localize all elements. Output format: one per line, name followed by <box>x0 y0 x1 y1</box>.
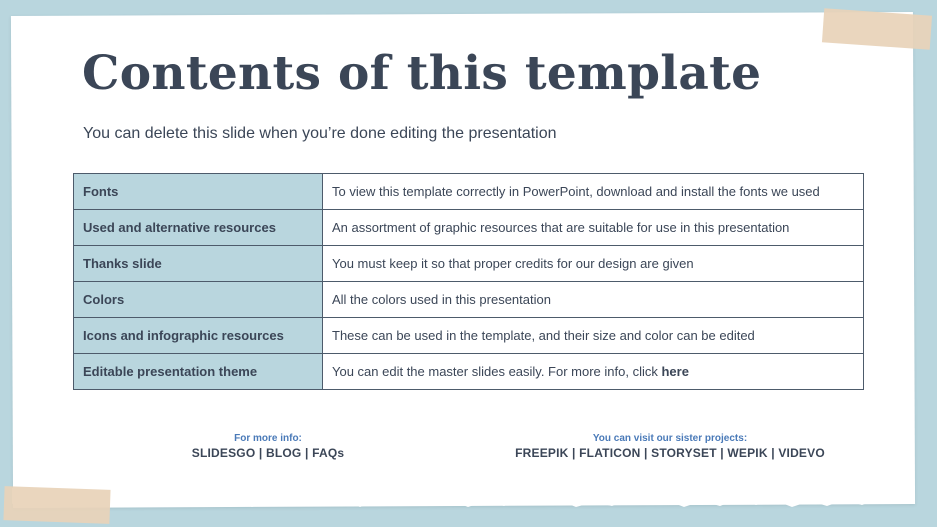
row-label-theme: Editable presentation theme <box>74 354 323 390</box>
row-description-icons: These can be used in the template, and their size and color can be edited <box>323 318 864 354</box>
table-row <box>74 318 864 354</box>
table-row <box>74 246 864 282</box>
row-description-fonts: To view this template correctly in PowerPoint, download and install the fonts we used <box>323 174 864 210</box>
tape-strip-bottom-left <box>3 486 110 524</box>
footer-sister-projects-links[interactable]: FREEPIK | FLATICON | STORYSET | WEPIK | VIDEVO <box>515 446 825 460</box>
theme-description-text: You can edit the master slides easily. For more info, click <box>332 364 662 379</box>
slide-title: Contents of this template <box>82 46 762 101</box>
footer-more-info-caption: For more info: <box>234 433 302 444</box>
row-description-theme <box>323 354 864 390</box>
table-row <box>74 354 864 390</box>
footer-sister-projects <box>470 432 870 461</box>
here-link[interactable]: here <box>661 364 689 379</box>
slide-subtitle: You can delete this slide when you’re done editing the presentation <box>83 125 557 142</box>
row-description-colors: All the colors used in this presentation <box>323 282 864 318</box>
footer-more-info-links[interactable]: SLIDESGO | BLOG | FAQs <box>191 446 345 460</box>
row-label-colors: Colors <box>74 282 323 318</box>
torn-paper-edge <box>12 488 914 518</box>
row-label-resources: Used and alternative resources <box>74 210 323 246</box>
row-label-fonts: Fonts <box>74 174 323 210</box>
row-label-icons: Icons and infographic resources <box>74 318 323 354</box>
table-row <box>74 174 864 210</box>
table-row <box>74 282 864 318</box>
row-description-resources: An assortment of graphic resources that are suitable for use in this presentation <box>323 210 864 246</box>
footer-more-info <box>150 432 386 461</box>
footer-sister-projects-caption: You can visit our sister projects: <box>592 433 748 444</box>
contents-table <box>73 173 864 390</box>
row-label-thanks: Thanks slide <box>74 246 323 282</box>
row-description-thanks: You must keep it so that proper credits for our design are given <box>323 246 864 282</box>
table-row <box>74 210 864 246</box>
